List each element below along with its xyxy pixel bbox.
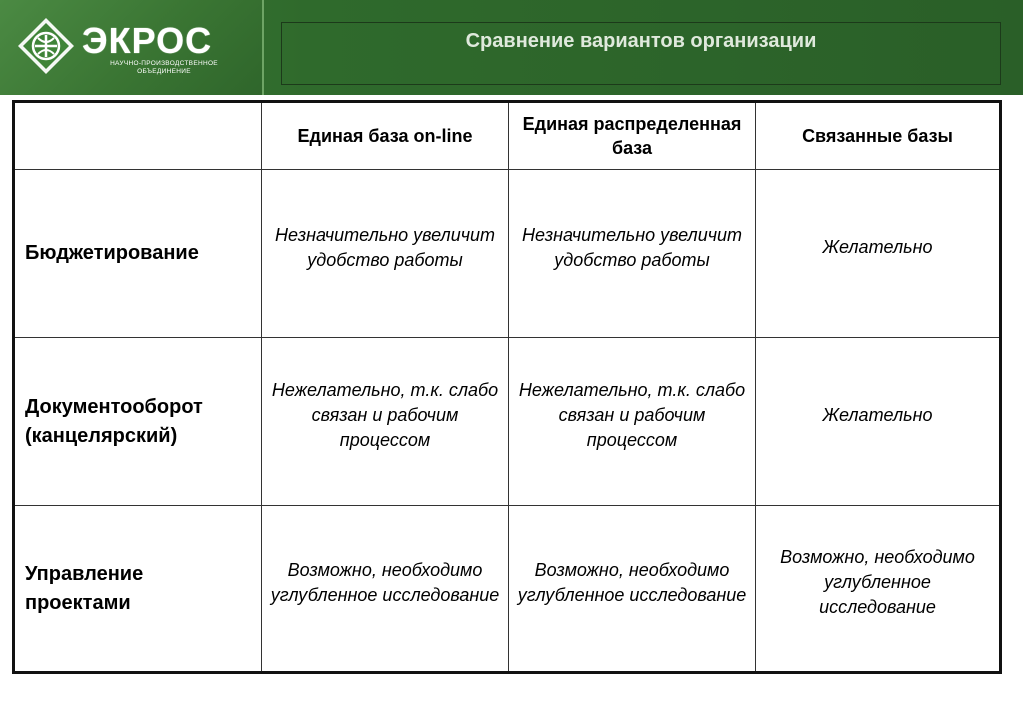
row-header-budgeting: Бюджетирование xyxy=(15,170,262,338)
table-cell: Возможно, необходимо углубленное исследование xyxy=(262,506,509,671)
table-cell: Желательно xyxy=(756,170,999,338)
brand-subtitle-line1: НАУЧНО-ПРОИЗВОДСТВЕННОЕ xyxy=(110,60,218,67)
table-cell: Незначительно увеличит удобство работы xyxy=(509,170,756,338)
table-cell: Нежелательно, т.к. слабо связан и рабочим процессом xyxy=(509,338,756,506)
ekros-logo-icon xyxy=(16,16,76,76)
row-header-document-flow: Документооборот (канцелярский) xyxy=(15,338,262,506)
table-cell: Возможно, необходимо углубленное исследование xyxy=(780,547,975,617)
brand-subtitle-line2: ОБЪЕДИНЕНИЕ xyxy=(137,68,191,75)
table-cell: Нежелательно, т.к. слабо связан и рабочим процессом xyxy=(262,338,509,506)
row-header-project-management: Управление проектами xyxy=(15,506,262,671)
column-header-single-online: Единая база on-line xyxy=(262,103,509,170)
brand-name: ЭКРОС xyxy=(82,20,213,61)
slide-title: Сравнение вариантов организации xyxy=(465,30,817,52)
logo-panel xyxy=(0,0,264,95)
column-header-distributed: Единая распределенная база xyxy=(509,103,756,170)
table-cell: Незначительно увеличит удобство работы xyxy=(262,170,509,338)
table-cell: Желательно xyxy=(756,338,999,506)
table-corner-cell xyxy=(15,103,262,170)
table-cell: Возможно, необходимо углубленное исследование xyxy=(509,506,756,671)
header-bar xyxy=(0,0,1023,95)
comparison-table xyxy=(12,100,1002,674)
column-header-linked: Связанные базы xyxy=(756,103,999,170)
title-box xyxy=(281,22,1001,85)
